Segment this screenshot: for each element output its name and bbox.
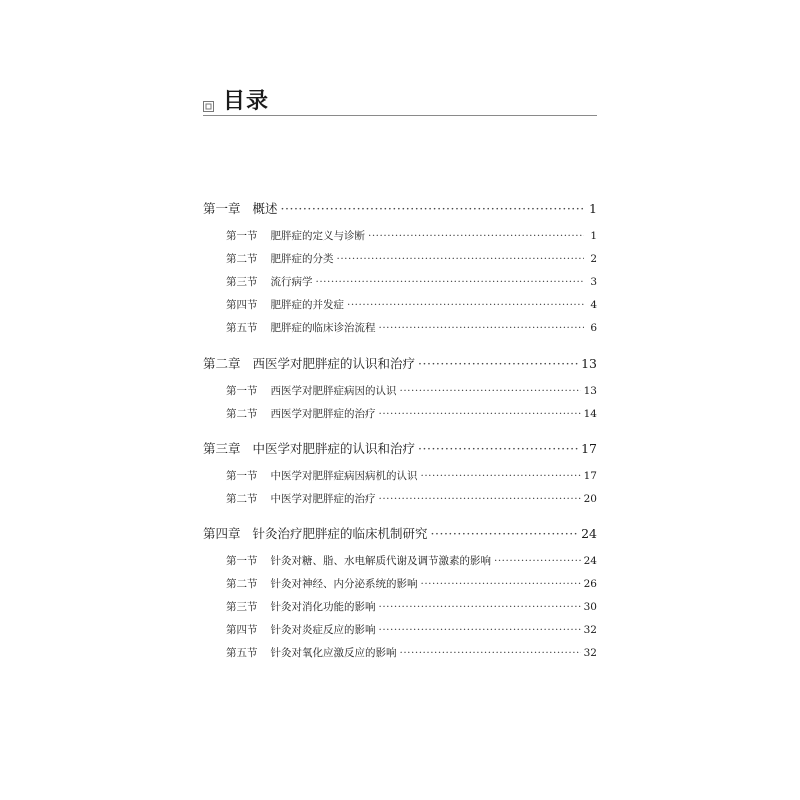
section-number: 第四节 xyxy=(226,624,258,636)
dot-leader xyxy=(379,601,581,613)
page-number: 24 xyxy=(581,526,597,541)
section-title: 针灸对消化功能的影响 xyxy=(270,601,376,613)
section-number: 第一节 xyxy=(226,470,258,482)
section-title: 针灸对神经、内分泌系统的影响 xyxy=(270,578,418,590)
section-title: 肥胖症的分类 xyxy=(270,253,334,265)
dot-leader xyxy=(421,470,581,482)
section-number: 第一节 xyxy=(226,555,258,567)
page-number: 20 xyxy=(583,493,597,505)
toc-section-entry[interactable] xyxy=(226,297,597,312)
chapter-title: 概述 xyxy=(252,201,278,216)
chapter-title: 西医学对肥胖症的认识和治疗 xyxy=(252,356,416,371)
page-number: 2 xyxy=(590,253,597,265)
page-number: 26 xyxy=(583,578,597,590)
dot-leader xyxy=(379,493,581,505)
toc-chapter-entry[interactable] xyxy=(203,524,597,542)
chapter-title: 中医学对肥胖症的认识和治疗 xyxy=(252,441,416,456)
page-number: 17 xyxy=(583,470,597,482)
dot-leader xyxy=(379,624,581,636)
dot-leader xyxy=(400,385,581,397)
toc-section-entry[interactable] xyxy=(226,251,597,266)
page-number: 6 xyxy=(590,322,597,334)
chapter-title: 针灸治疗肥胖症的临床机制研究 xyxy=(252,526,428,541)
chapter-number: 第一章 xyxy=(203,201,241,216)
section-title: 肥胖症的临床诊治流程 xyxy=(270,322,376,334)
page-number: 13 xyxy=(583,385,597,397)
section-title: 肥胖症的定义与诊断 xyxy=(270,230,365,242)
page-number: 1 xyxy=(590,230,597,242)
toc-chapter-entry[interactable] xyxy=(203,439,597,457)
page-number: 14 xyxy=(583,408,597,420)
toc-section-entry[interactable] xyxy=(226,599,597,614)
dot-leader xyxy=(494,555,581,567)
dot-leader xyxy=(379,322,585,334)
dot-leader xyxy=(379,408,581,420)
page-number: 32 xyxy=(583,647,597,659)
chapter-number: 第四章 xyxy=(203,526,241,541)
page-number: 1 xyxy=(589,201,597,216)
section-number: 第五节 xyxy=(226,647,258,659)
section-number: 第二节 xyxy=(226,408,258,420)
toc-section-entry[interactable] xyxy=(226,491,597,506)
toc-section-entry[interactable] xyxy=(226,274,597,289)
section-title: 肥胖症的并发症 xyxy=(270,299,344,311)
section-title: 针灸对糖、脂、水电解质代谢及调节激素的影响 xyxy=(270,555,491,567)
toc-section-entry[interactable] xyxy=(226,622,597,637)
dot-leader xyxy=(337,253,585,265)
dot-leader xyxy=(421,578,581,590)
toc-section-entry[interactable] xyxy=(226,320,597,335)
page-number: 13 xyxy=(581,356,597,371)
section-number: 第五节 xyxy=(226,322,258,334)
chapter-number: 第三章 xyxy=(203,441,241,456)
section-title: 西医学对肥胖症的治疗 xyxy=(270,408,376,420)
dot-leader xyxy=(316,276,585,288)
dot-leader xyxy=(431,526,579,541)
page-number: 3 xyxy=(590,276,597,288)
page-title: 目录 xyxy=(223,89,270,114)
section-number: 第三节 xyxy=(226,276,258,288)
page-number: 32 xyxy=(583,624,597,636)
section-number: 第三节 xyxy=(226,601,258,613)
toc-section-entry[interactable] xyxy=(226,576,597,591)
toc-section-entry[interactable] xyxy=(226,553,597,568)
toc-section-entry[interactable] xyxy=(226,406,597,421)
toc-section-entry[interactable] xyxy=(226,383,597,398)
page-number: 24 xyxy=(583,555,597,567)
section-title: 流行病学 xyxy=(270,276,313,288)
page-number: 4 xyxy=(590,299,597,311)
toc-chapter-entry[interactable] xyxy=(203,354,597,372)
section-number: 第二节 xyxy=(226,578,258,590)
section-title: 针灸对氧化应激反应的影响 xyxy=(270,647,397,659)
section-number: 第四节 xyxy=(226,299,258,311)
page-number: 30 xyxy=(583,601,597,613)
dot-leader xyxy=(281,201,584,216)
toc-chapter-entry[interactable] xyxy=(203,199,597,217)
section-title: 针灸对炎症反应的影响 xyxy=(270,624,376,636)
dot-leader xyxy=(400,647,581,659)
section-title: 中医学对肥胖症的治疗 xyxy=(270,493,376,505)
section-title: 中医学对肥胖症病因病机的认识 xyxy=(270,470,418,482)
toc-section-entry[interactable] xyxy=(226,228,597,243)
section-number: 第一节 xyxy=(226,385,258,397)
dot-leader xyxy=(368,230,584,242)
dot-leader xyxy=(347,299,584,311)
section-number: 第二节 xyxy=(226,253,258,265)
chapter-number: 第二章 xyxy=(203,356,241,371)
section-number: 第一节 xyxy=(226,230,258,242)
toc-section-entry[interactable] xyxy=(226,645,597,660)
toc-section-entry[interactable] xyxy=(226,468,597,483)
dot-leader xyxy=(418,356,578,371)
dot-leader xyxy=(418,441,578,456)
section-number: 第二节 xyxy=(226,493,258,505)
page-number: 17 xyxy=(581,441,597,456)
section-title: 西医学对肥胖症病因的认识 xyxy=(270,385,397,397)
